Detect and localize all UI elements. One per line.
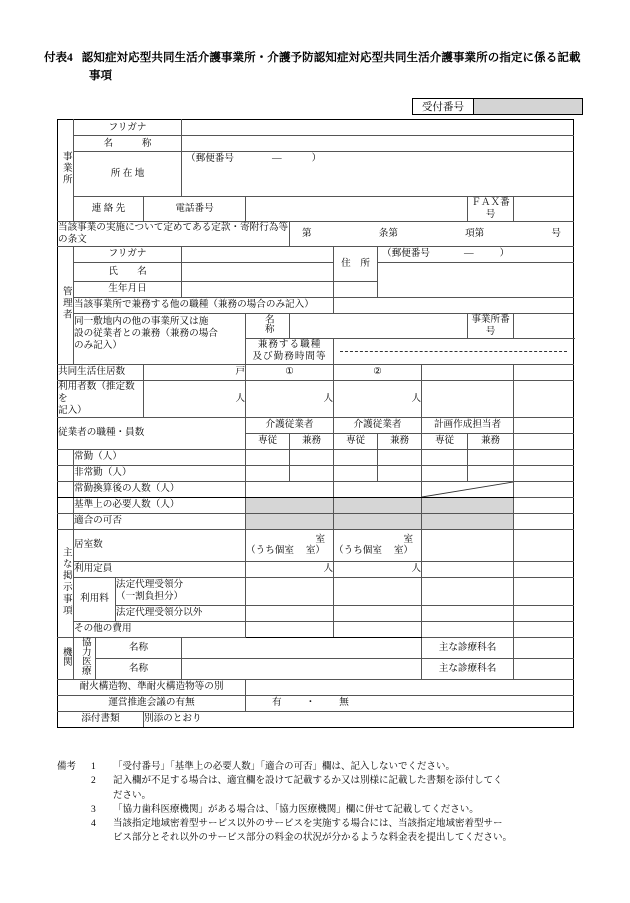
- users-count-value-3[interactable]: [422, 380, 514, 417]
- rooms-value-1[interactable]: [246, 529, 334, 561]
- fee-value-1-2[interactable]: [334, 577, 422, 605]
- receipt-number-label: 受付番号: [413, 99, 474, 114]
- duty-label-line-1: 兼務する職種: [257, 339, 322, 351]
- fee-label: 利用料: [74, 577, 116, 621]
- staff-subcol-2a: 専従: [334, 433, 378, 449]
- remark-number-4: 4: [91, 819, 96, 829]
- remark-item-1: [57, 760, 602, 774]
- staff-row-tail-3: [514, 497, 574, 513]
- articles-ko: 項第: [465, 227, 485, 239]
- staff-row-tail-1: [514, 465, 574, 481]
- staff-cell-0-3[interactable]: [378, 449, 422, 465]
- other-site-office-no-label: 事業所番号: [468, 313, 514, 338]
- fee-sub-label-1: [116, 577, 246, 605]
- other-site-line-2: 設の従業者との兼務（兼務の場合: [74, 327, 218, 339]
- staff-subcol-tail: [514, 433, 574, 449]
- document-title: [44, 50, 589, 86]
- fee-value-2-2[interactable]: [334, 605, 422, 621]
- manager-concurrent-value[interactable]: [334, 297, 574, 313]
- users-label-line-2: 記入）: [58, 404, 87, 416]
- manager-postal-dash: ―: [464, 248, 474, 260]
- remark-text-4-cont: ビス部分とそれ以外のサービス部分の料金の状況が分かるような料金表を提出してください。: [113, 833, 513, 844]
- fee-sub-label-2: 法定代理受領分以外: [116, 605, 246, 621]
- medical-name-label-1: 名称: [96, 637, 182, 658]
- staff-row-label-1: 非常勤（人）: [74, 465, 246, 481]
- users-count-unit: 人: [144, 380, 246, 417]
- other-fee-label: その他の費用: [74, 621, 246, 637]
- unit-column-3-header: [422, 364, 514, 380]
- receipt-number-value[interactable]: [474, 99, 582, 114]
- staff-row-tail-0: [514, 449, 574, 465]
- capacity-tail: [514, 561, 574, 577]
- unit-column-2-header: ②: [334, 364, 422, 380]
- medical-dept-value-1[interactable]: [514, 637, 574, 658]
- other-site-name-label: 名称: [246, 313, 290, 338]
- capacity-value-3[interactable]: [422, 561, 514, 577]
- office-tel-value[interactable]: [246, 197, 468, 222]
- remark-text-2-cont: ださい。: [113, 790, 152, 801]
- staff-section-label: 従業者の職種・員数: [58, 417, 246, 449]
- staff-subcol-3a: 専従: [422, 433, 468, 449]
- fee-sub-line-1: 法定代理受領分: [116, 579, 184, 591]
- title-line-1: 認知症対応型共同生活介護事業所・介護予防認知症対応型共同生活介護事業所の指定に係る記載: [81, 52, 581, 64]
- office-vertical-label: 事業所: [58, 120, 74, 222]
- staff-row-label-3: 基準上の必要人数（人）: [74, 497, 246, 513]
- remarks-section: [57, 760, 602, 846]
- council-dot: ・: [305, 697, 316, 709]
- duty-hours-label: [246, 338, 334, 364]
- office-postal-row: [182, 152, 574, 167]
- office-address-label: 所 在 地: [74, 152, 182, 197]
- office-name-value[interactable]: [182, 136, 574, 152]
- fee-sub-line-2: （一割負担分）: [116, 591, 184, 603]
- remarks-heading: 備考: [57, 762, 77, 772]
- fee-value-2-1[interactable]: [246, 605, 334, 621]
- form-number: 付表4: [44, 52, 73, 64]
- capacity-label: 利用定員: [74, 561, 246, 577]
- staff-cell-2-2-diagonal: [422, 481, 514, 497]
- office-contact-label: 連 絡 先: [74, 197, 144, 222]
- manager-address-spacer: [334, 281, 378, 297]
- articles-go: 号: [551, 227, 562, 239]
- staff-row-indent-2: [58, 465, 74, 481]
- staff-cell-0-1[interactable]: [290, 449, 334, 465]
- duty-hours-value[interactable]: [334, 338, 574, 364]
- articles-jo: 条第: [378, 227, 398, 239]
- rooms-unit-2: 室: [403, 533, 414, 545]
- staff-row-indent-5: [58, 513, 74, 529]
- manager-name-value[interactable]: [182, 262, 334, 281]
- staff-row-indent-4: [58, 497, 74, 513]
- staff-row-tail-4: [514, 513, 574, 529]
- main-form-table: [57, 119, 574, 728]
- staff-cell-1-1[interactable]: [290, 465, 334, 481]
- staff-group-tail: [514, 417, 574, 433]
- staff-cell-1-0[interactable]: [246, 465, 290, 481]
- rooms-label: 居室数: [74, 529, 246, 561]
- remark-text-3: 「協力歯科医療機関」がある場合は、「協力医療機関」欄に併せて記載してください。: [113, 804, 479, 815]
- other-site-line-1: 同一敷地内の他の事業所又は施: [74, 315, 209, 327]
- staff-cell-0-0[interactable]: [246, 449, 290, 465]
- remark-text-2: 記入欄が不足する場合は、適宜欄を設けて記載するか又は別様に記載した書類を添付してく: [113, 776, 503, 787]
- other-fee-value-2[interactable]: [334, 621, 422, 637]
- rooms-private-right-2: 室）: [393, 545, 414, 557]
- staff-cell-1-4[interactable]: [422, 465, 468, 481]
- dwellings-label: 共同生活住居数: [58, 364, 144, 380]
- fireproof-label: 耐火構造物、準耐火構造物等の別: [58, 679, 246, 695]
- office-furigana-label: フリガナ: [74, 120, 182, 136]
- attachment-label: 添付書類: [58, 711, 144, 727]
- staff-cell-0-4[interactable]: [422, 449, 468, 465]
- remark-item-4: [57, 817, 602, 831]
- staff-cell-0-2[interactable]: [334, 449, 378, 465]
- fee-tail-1: [514, 577, 574, 605]
- remark-number-1: 1: [91, 762, 96, 772]
- articles-dai: 第: [302, 227, 312, 239]
- office-name-label: 名 称: [74, 136, 182, 152]
- office-address-value[interactable]: [182, 167, 574, 197]
- duty-label-line-2: 及び勤務時間等: [252, 351, 327, 363]
- staff-group-header-2: 介護従業者: [334, 417, 422, 433]
- other-fee-tail: [514, 621, 574, 637]
- manager-birth-value[interactable]: [182, 281, 334, 297]
- council-label: 運営推進会議の有無: [58, 695, 246, 711]
- rooms-tail: [514, 529, 574, 561]
- attachment-value: 別添のとおり: [144, 711, 574, 727]
- manager-postal-row: [378, 246, 574, 262]
- staff-cell-2-1[interactable]: [334, 481, 422, 497]
- staff-subcol-2b: 兼務: [378, 433, 422, 449]
- manager-birth-label: 生年月日: [74, 281, 182, 297]
- manager-other-site-label: [74, 313, 246, 364]
- staff-subcol-1b: 兼務: [290, 433, 334, 449]
- rooms-private-right-1: 室）: [305, 545, 326, 557]
- capacity-value-2[interactable]: 人: [334, 561, 422, 577]
- medical-name-value-2[interactable]: [182, 658, 422, 679]
- articles-value[interactable]: [290, 221, 574, 246]
- unit-header-tail: [514, 364, 574, 380]
- office-fax-label: ＦＡＸ番号: [468, 197, 514, 222]
- other-site-name-value[interactable]: [290, 313, 468, 338]
- users-count-value-2[interactable]: 人: [334, 380, 422, 417]
- medical-dept-value-2[interactable]: [514, 658, 574, 679]
- staff-subcol-1a: 専従: [246, 433, 290, 449]
- staff-cell-0-5[interactable]: [468, 449, 514, 465]
- manager-concurrent-label: 当該事業所で兼務する他の職種（兼務の場合のみ記入）: [74, 297, 334, 313]
- staff-row-label-4: 適合の可否: [74, 513, 246, 529]
- staff-group-header-1: 介護従業者: [246, 417, 334, 433]
- users-count-value-1[interactable]: 人: [246, 380, 334, 417]
- fee-value-1-3[interactable]: [422, 577, 514, 605]
- fireproof-value[interactable]: [246, 679, 574, 695]
- medical-vertical-label-inner: 協力医療: [74, 637, 96, 679]
- medical-name-label-2: 名称: [96, 658, 182, 679]
- medical-dept-label-1: 主な診療科名: [422, 637, 514, 658]
- manager-furigana-value[interactable]: [182, 246, 334, 262]
- fee-tail-2: [514, 605, 574, 621]
- staff-cell-4-2: [422, 513, 514, 529]
- rooms-value-3[interactable]: [422, 529, 514, 561]
- other-fee-value-1[interactable]: [246, 621, 334, 637]
- capacity-value-1[interactable]: 人: [246, 561, 334, 577]
- staff-row-label-0: 常勤（人）: [74, 449, 246, 465]
- receipt-number-box: [412, 98, 583, 115]
- council-no[interactable]: 無: [339, 697, 349, 709]
- users-count-label: [58, 380, 144, 417]
- staff-row-label-2: 常勤換算後の人数（人）: [74, 481, 246, 497]
- remark-number-2: 2: [91, 776, 96, 787]
- articles-label: 当該事業の実施について定めてある定款・寄附行為等の条文: [58, 221, 289, 245]
- remarks-spacer-2: [57, 774, 91, 788]
- manager-address-label: 住 所: [334, 246, 378, 281]
- staff-cell-1-2[interactable]: [334, 465, 378, 481]
- office-postal-label: （郵便番号: [186, 153, 234, 165]
- council-yes[interactable]: 有: [272, 697, 282, 709]
- remarks-spacer-4: [57, 817, 91, 831]
- duty-hours-dotted-line: [340, 350, 567, 352]
- rooms-unit-1: 室: [315, 533, 326, 545]
- other-site-line-3: のみ記入）: [74, 339, 122, 351]
- remark-item-3: [57, 803, 602, 817]
- staff-row-indent-3: [58, 481, 74, 497]
- title-line-2: 事項: [89, 69, 112, 82]
- rooms-private-left-1: （うち個室: [246, 545, 294, 557]
- other-fee-value-3[interactable]: [422, 621, 514, 637]
- staff-row-tail-2: [514, 481, 574, 497]
- office-postal-close: ）: [311, 153, 322, 165]
- council-value[interactable]: [246, 695, 574, 711]
- unit-column-1-header: ①: [246, 364, 334, 380]
- staff-cell-1-5[interactable]: [468, 465, 514, 481]
- remark-text-4: 当該指定地域密着型サービス以外のサービスを実施する場合には、当該指定地域密着型サー: [113, 819, 503, 829]
- staff-cell-2-0[interactable]: [246, 481, 334, 497]
- staff-subcol-3b: 兼務: [468, 433, 514, 449]
- remark-text-1: 「受付番号」「基準上の必要人数」「適合の可否」欄は、記入しないでください。: [113, 762, 456, 772]
- manager-address-value[interactable]: [378, 262, 574, 297]
- office-postal-dash: ―: [272, 153, 282, 165]
- manager-furigana-label: フリガナ: [74, 246, 182, 262]
- office-furigana-value[interactable]: [182, 120, 574, 136]
- manager-postal-label: （郵便番号: [382, 248, 430, 260]
- office-tel-label: 電話番号: [144, 197, 246, 222]
- rooms-private-left-2: （うち個室: [334, 545, 382, 557]
- remarks-spacer-3: [57, 803, 91, 817]
- remark-item-2: [57, 774, 602, 788]
- users-label-line-1: 利用者数（推定数を: [58, 380, 135, 404]
- posting-vertical-label: 主な掲示事項: [58, 529, 74, 637]
- manager-name-label: 氏 名: [74, 262, 182, 281]
- staff-cell-1-3[interactable]: [378, 465, 422, 481]
- staff-cell-3-0: [246, 497, 334, 513]
- manager-postal-close: ）: [499, 248, 510, 260]
- medical-name-value-1[interactable]: [182, 637, 422, 658]
- dwellings-unit: 戸: [144, 364, 246, 380]
- staff-row-indent-1: [58, 449, 74, 465]
- staff-cell-3-1: [334, 497, 422, 513]
- staff-group-header-3: 計画作成担当者: [422, 417, 514, 433]
- office-fax-value[interactable]: [514, 197, 574, 222]
- staff-cell-3-2: [422, 497, 514, 513]
- users-count-tail: [514, 380, 574, 417]
- medical-vertical-label-outer: 機関: [58, 637, 74, 679]
- staff-cell-4-0: [246, 513, 334, 529]
- other-site-office-no-value[interactable]: [514, 313, 574, 338]
- remark-number-3: 3: [91, 804, 96, 815]
- medical-dept-label-2: 主な診療科名: [422, 658, 514, 679]
- staff-cell-4-1: [334, 513, 422, 529]
- fee-value-2-3[interactable]: [422, 605, 514, 621]
- manager-vertical-label: 管理者: [58, 246, 74, 364]
- fee-value-1-1[interactable]: [246, 577, 334, 605]
- rooms-value-2[interactable]: [334, 529, 422, 561]
